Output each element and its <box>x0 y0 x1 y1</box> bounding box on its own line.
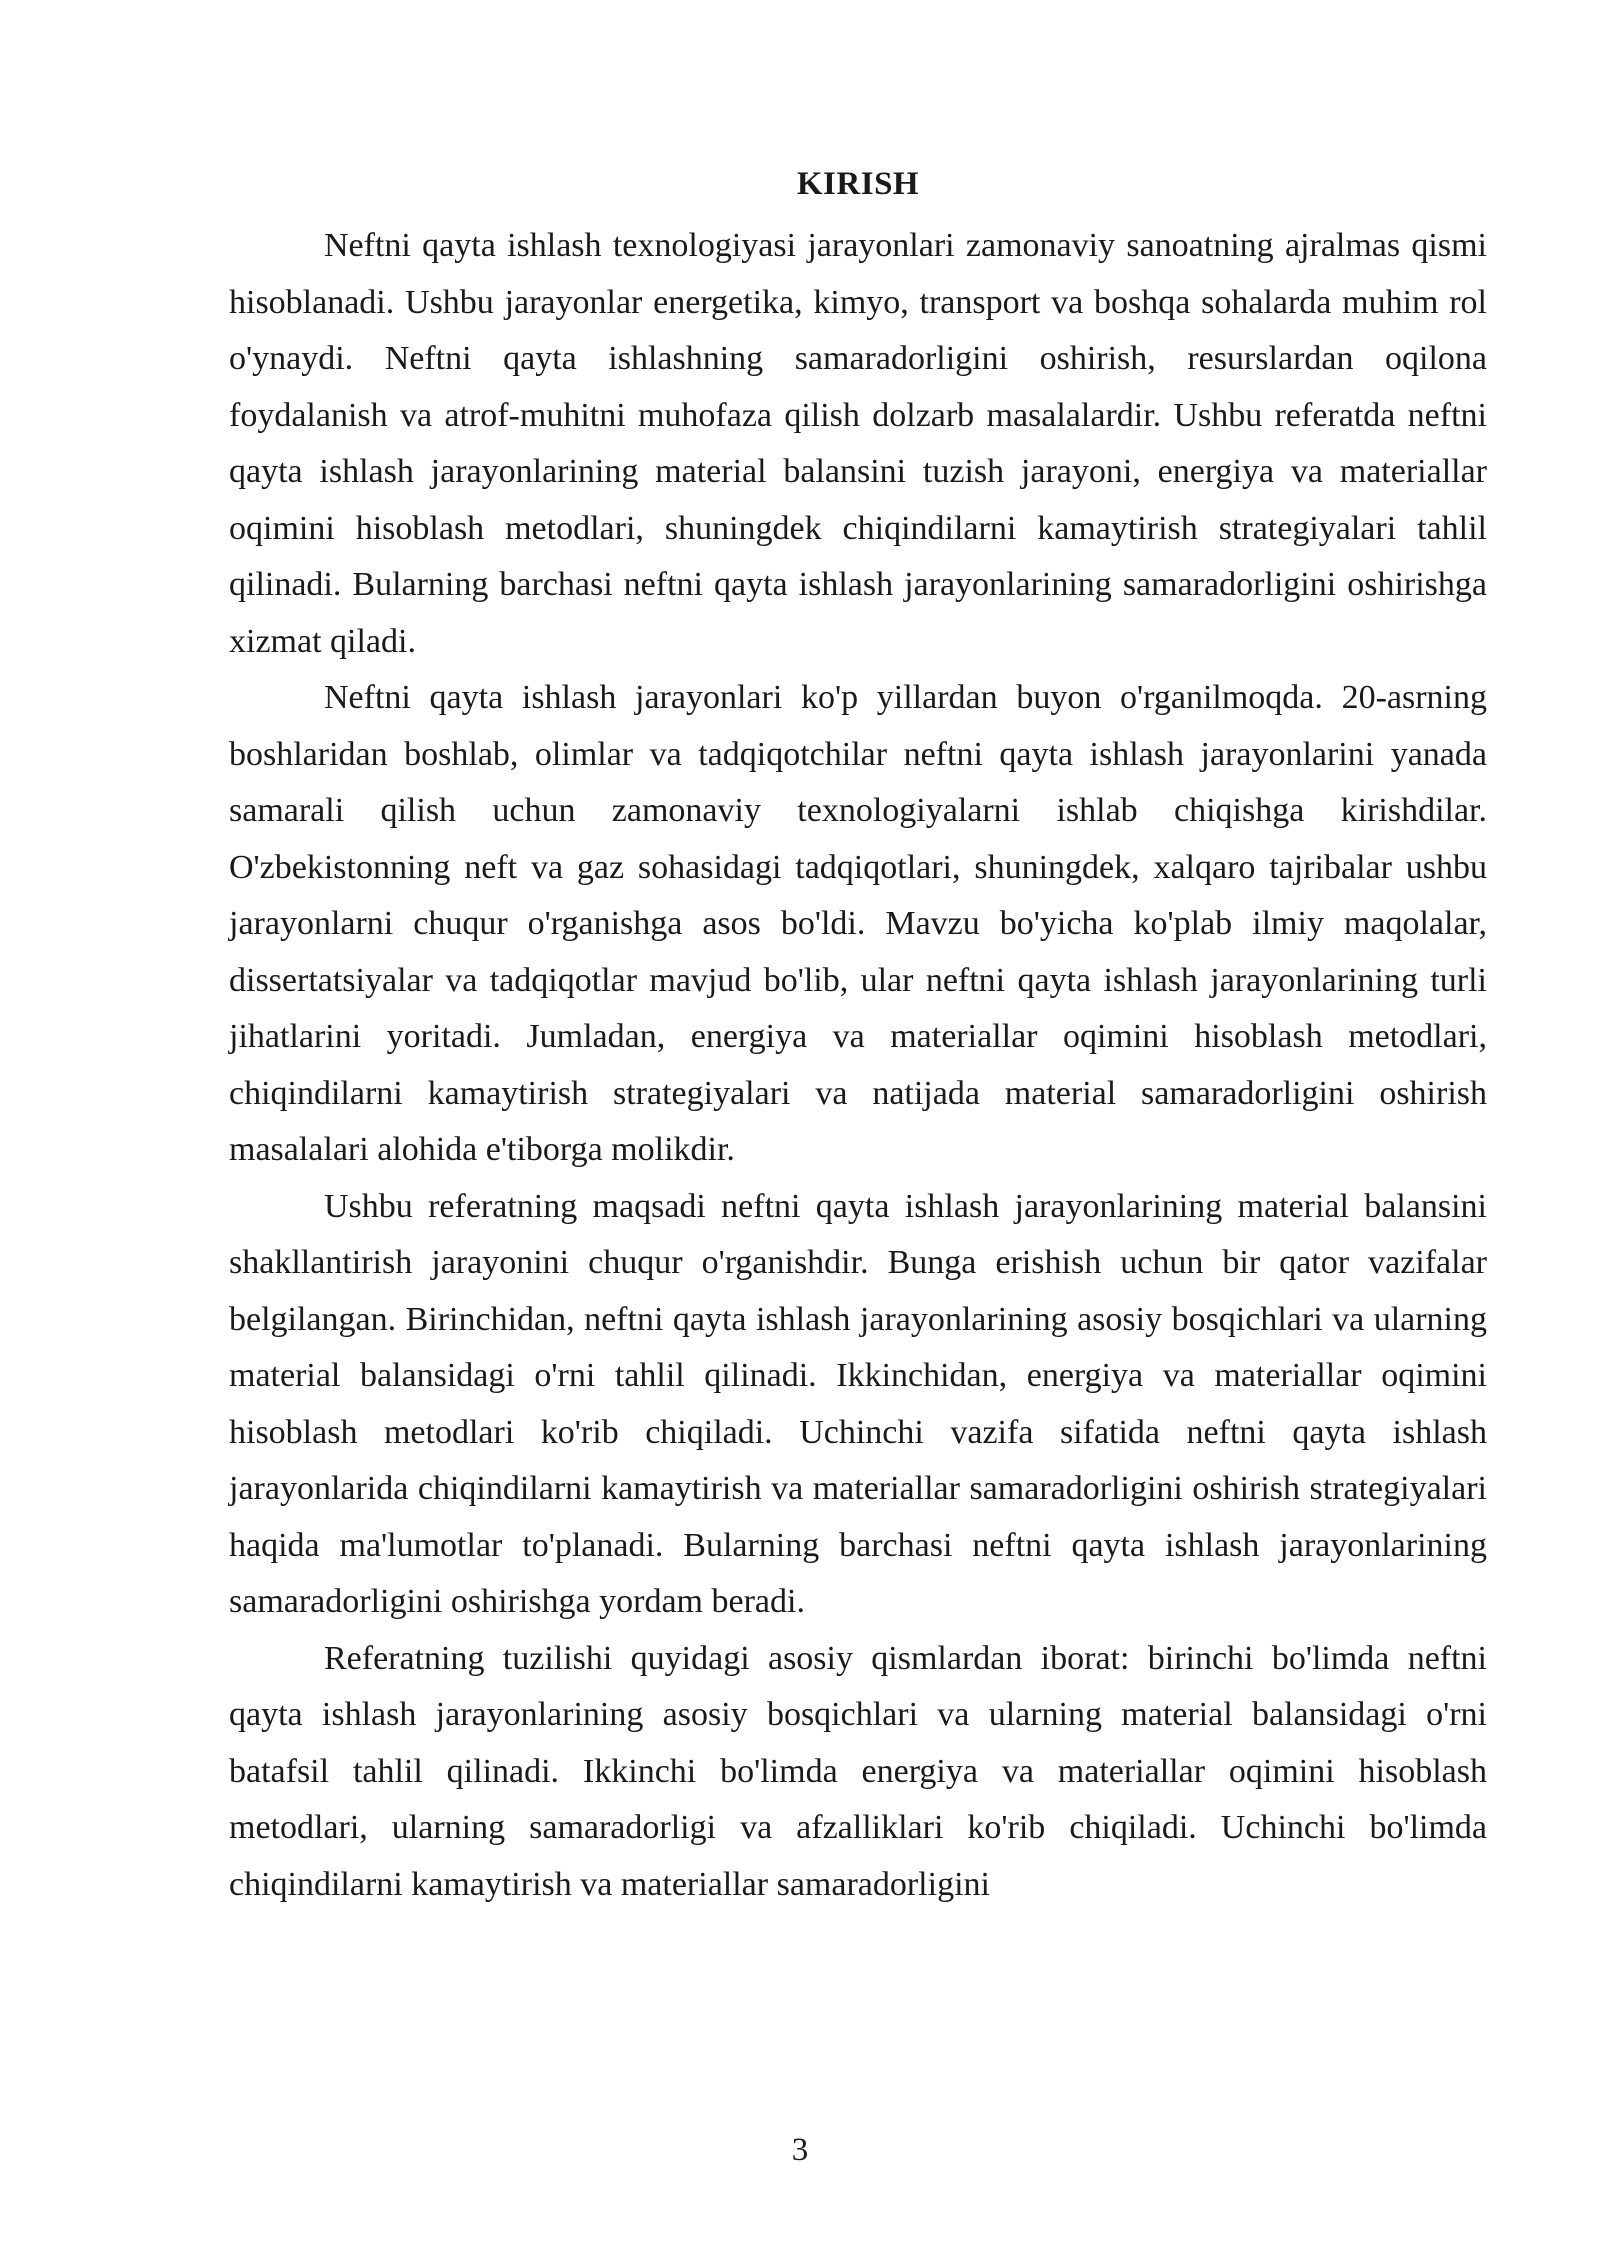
paragraph-3: Ushbu referatning maqsadi neftni qayta ishlash jarayonlarining material balansini shakllantirish jarayonini chuqur o'rganishdir. Bunga erishish uchun bir qator vazifalar belgilangan. Birinchidan, neftni qayta ishlash jarayonlarining asosiy bosqichlari va ularning material balansidagi o'rni tahlil qilinadi. Ikkinchidan, energiya va materiallar oqimini hisoblash metodlari ko'rib chiqiladi. Uchinchi vazifa sifatida neftni qayta ishlash jarayonlarida chiqindilarni kamaytirish va materiallar samaradorligini oshirish strategiyalari haqida ma'lumotlar to'planadi. Bularning barchasi neftni qayta ishlash jarayonlarining samaradorligini oshirishga yordam beradi. <box>229 1187 1487 1620</box>
paragraph-4: Referatning tuzilishi quyidagi asosiy qismlardan iborat: birinchi bo'limda neftni qayta ishlash jarayonlarining asosiy bosqichlari va ularning material balansidagi o'rni batafsil tahlil qilinadi. Ikkinchi bo'limda energiya va materiallar oqimini hisoblash metodlari, ularning samaradorligi va afzalliklari ko'rib chiqiladi. Uchinchi bo'limda chiqindilarni kamaytirish va materiallar samaradorligini <box>229 1639 1487 1903</box>
page-number: 3 <box>791 2132 809 2168</box>
page-content <box>229 162 1487 1913</box>
page-title: KIRISH <box>796 166 920 202</box>
paragraph-1: Neftni qayta ishlash texnologiyasi jarayonlari zamonaviy sanoatning ajralmas qismi hisoblanadi. Ushbu jarayonlar energetika, kimyo, transport va boshqa sohalarda muhim rol o'ynaydi. Neftni qayta ishlashning samaradorligini oshirish, resurslardan oqilona foydalanish va atrof-muhitni muhofaza qilish dolzarb masalalardir. Ushbu referatda neftni qayta ishlash jarayonlarining material balansini tuzish jarayoni, energiya va materiallar oqimini hisoblash metodlari, shuningdek chiqindilarni kamaytirish strategiyalari tahlil qilinadi. Bularning barchasi neftni qayta ishlash jarayonlarining samaradorligini oshirishga xizmat qiladi. <box>229 227 1487 660</box>
paragraph-2: Neftni qayta ishlash jarayonlari ko'p yillardan buyon o'rganilmoqda. 20-asrning boshlaridan boshlab, olimlar va tadqiqotchilar neftni qayta ishlash jarayonlarini yanada samarali qilish uchun zamonaviy texnologiyalarni ishlab chiqishga kirishdilar. O'zbekistonning neft va gaz sohasidagi tadqiqotlari, shuningdek, xalqaro tajribalar ushbu jarayonlarni chuqur o'rganishga asos bo'ldi. Mavzu bo'yicha ko'plab ilmiy maqolalar, dissertatsiyalar va tadqiqotlar mavjud bo'lib, ular neftni qayta ishlash jarayonlarining turli jihatlarini yoritadi. Jumladan, energiya va materiallar oqimini hisoblash metodlari, chiqindilarni kamaytirish strategiyalari va natijada material samaradorligini oshirish masalalari alohida e'tiborga molikdir. <box>229 679 1487 1168</box>
